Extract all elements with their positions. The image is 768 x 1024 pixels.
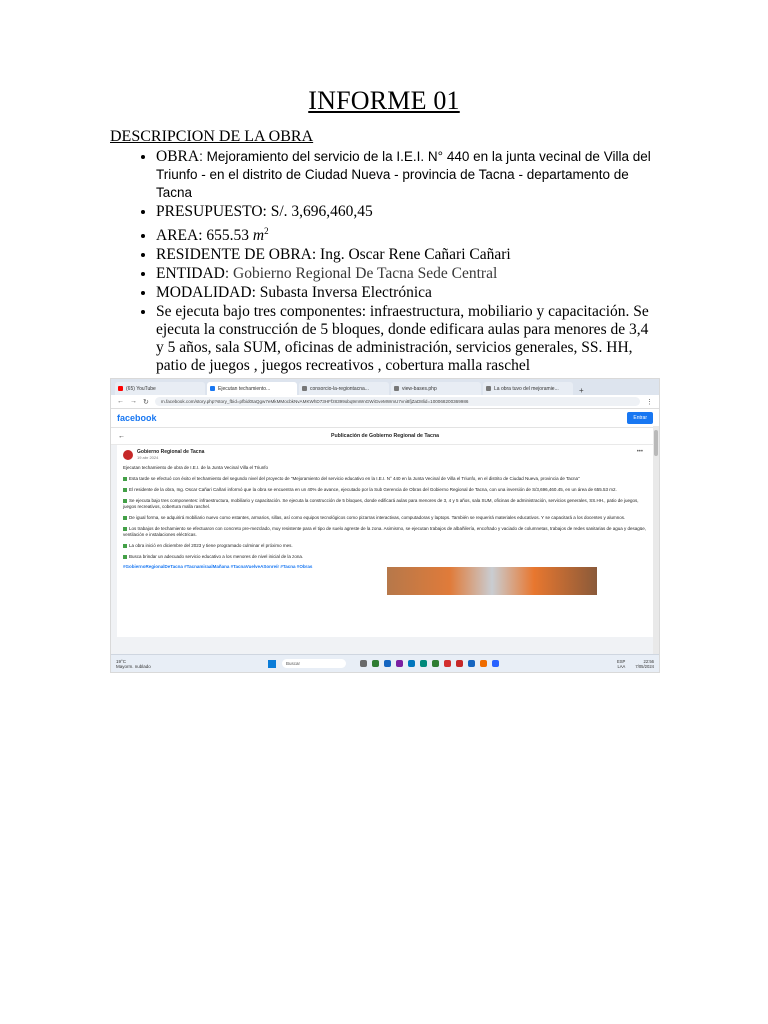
language-indicator[interactable]: ESP LAA (616, 658, 626, 669)
obra-label: OBRA (156, 148, 200, 165)
taskbar-app-icon[interactable] (432, 660, 439, 667)
list-item-residente (156, 246, 655, 264)
section-heading: DESCRIPCION DE LA OBRA (110, 128, 314, 145)
browser-tab[interactable]: La obra tuvo del mejoramie... (483, 382, 573, 395)
taskbar-app-icon[interactable] (360, 660, 367, 667)
taskbar-app-icon[interactable] (444, 660, 451, 667)
check-icon (123, 516, 127, 520)
obra-value: : Mejoramiento del servicio de la I.E.I. N° 440 en la junta vecinal de Villa del Triunfo - en el distrito de Ciudad Nueva - provincia de Tacna - departamento de Tacna (156, 149, 651, 200)
list-item-presupuesto (156, 203, 655, 221)
forward-arrow-icon[interactable]: → (130, 398, 137, 405)
list-item-modalidad (156, 284, 655, 302)
browser-tab-active[interactable]: Ejecutan techamiento... (207, 382, 297, 395)
clock[interactable]: 22:56 7/05/2024 (635, 658, 654, 669)
reload-icon[interactable]: ↻ (143, 398, 149, 406)
facebook-icon (210, 386, 215, 391)
modalidad-label: MODALIDAD (156, 284, 252, 302)
check-icon (123, 499, 127, 503)
system-tray (617, 659, 654, 669)
taskbar-apps (360, 660, 499, 667)
presupuesto-value: : S/. 3,696,460,45 (262, 203, 373, 220)
presupuesto-label: PRESUPUESTO (156, 203, 263, 220)
project-details-list (110, 148, 655, 376)
weather-desc: Mayorm. nublado (116, 663, 151, 669)
login-button[interactable]: Entrar (627, 412, 653, 424)
avatar[interactable] (123, 450, 133, 460)
check-icon (123, 527, 127, 531)
post-paragraph: Los trabajos de techamiento se efectuaron con concreto pre-mezclado, muy resistente para el tipo de suelo agreste de la zona. Asimismo, se ejecutan trabajos de albañilería, encofrado y vaciado de columnetas, trabajos de redes sanitarias de agua y desagüe, ventilación e instalaciones eléctricas. (123, 526, 647, 537)
modalidad-value: : Subasta Inversa Electrónica (251, 284, 432, 302)
taskbar-app-icon[interactable] (384, 660, 391, 667)
taskbar-app-icon[interactable] (396, 660, 403, 667)
list-item-obra (156, 148, 655, 202)
globe-icon (302, 386, 307, 391)
list-item-componentes (156, 303, 655, 375)
post-paragraph: De igual forma, se adquirirá mobiliario nuevo como estantes, armarios, sillas, así como equipos tecnológicos como pizarras interactivas, computadoras y laptops. También se requerirá materiales educativos. Y se capacitará a los docentes y alumnos. (123, 515, 647, 521)
check-icon (123, 544, 127, 548)
taskbar-app-icon[interactable] (420, 660, 427, 667)
back-arrow-icon[interactable]: ← (118, 432, 125, 440)
more-options-icon[interactable]: ••• (636, 449, 643, 455)
list-item-area (156, 222, 655, 245)
post-date: 19 abr 2024 (137, 455, 159, 460)
publication-header (111, 428, 659, 445)
scrollbar[interactable] (653, 426, 659, 654)
address-bar-row (111, 395, 659, 409)
url-field[interactable]: m.facebook.com/story.php?story_fbid=pfbid0taQgw7eMkMMocbkNvAMKWhD73HFfz8399obq9mWnGWiGveMWmU7vni8fjZaD8lid=100068200369986 (155, 397, 640, 406)
post-author (123, 449, 647, 460)
publication-title: Publicación de Gobierno Regional de Tacna (331, 433, 439, 439)
taskbar-app-icon[interactable] (480, 660, 487, 667)
taskbar-app-icon[interactable] (468, 660, 475, 667)
browser-tab-bar (111, 379, 659, 395)
windows-taskbar (111, 654, 659, 672)
check-icon (123, 555, 127, 559)
post-paragraph: El residente de la obra, Ing. Oscar Cañari Cañari informó que la obra se encuentra en un 40% de avance, ejecutado por la Sub Gerencia de Obras del Gobierno Regional de Tacna, con una inversión de S/3,696,460.45, en un área de 655.53 m2. (123, 487, 647, 493)
post-paragraph: Ejecutan techamiento de obra de I.E.I. de la Junta Vecinal Villa el Triunfo (123, 465, 269, 470)
facebook-header (111, 409, 659, 428)
list-item-entidad (156, 265, 655, 283)
entidad-value: : Gobierno Regional De Tacna Sede Central (224, 265, 498, 283)
browser-tab[interactable]: view-bases.php (391, 382, 481, 395)
menu-dots-icon[interactable]: ⋮ (646, 398, 653, 406)
weather-widget[interactable] (116, 659, 156, 669)
area-label: AREA (156, 227, 199, 245)
taskbar-app-icon[interactable] (456, 660, 463, 667)
post-paragraph: La obra inició en diciembre del 2023 y tiene programado culminar el próximo mes. (123, 543, 647, 549)
taskbar-app-icon[interactable] (492, 660, 499, 667)
componentes-text: Se ejecuta bajo tres componentes: infraestructura, mobiliario y capacitación. Se ejecuta la construcción de 5 bloques, donde edificara aulas para menores de 3,4 y 5 años, sala SUM, oficinas de administración, servicios generales, SS. HH, patio de juegos , juegos recreativos , cobertura malla raschel (156, 303, 649, 375)
facebook-post (117, 445, 653, 637)
post-photo[interactable] (387, 567, 597, 595)
back-arrow-icon[interactable]: ← (117, 398, 124, 405)
post-hashtags[interactable]: #GobiernoRegionalDeTacna #TacnamiraalMañana #TacnaVuelveASonreír #Tacna #Obras (123, 564, 313, 569)
area-value: : 655.53 (198, 227, 253, 245)
facebook-logo[interactable]: facebook (117, 413, 157, 423)
entidad-label: ENTIDAD (156, 265, 225, 283)
residente-value: : Ing. Oscar Rene Cañari Cañari (311, 246, 511, 264)
area-exponent: 2 (264, 226, 269, 236)
new-tab-button[interactable]: + (579, 386, 584, 395)
taskbar-app-icon[interactable] (408, 660, 415, 667)
youtube-icon (118, 386, 123, 391)
residente-label: RESIDENTE DE OBRA (156, 246, 312, 264)
author-name[interactable]: Gobierno Regional de Tacna (137, 449, 205, 455)
windows-start-icon[interactable] (268, 660, 276, 668)
taskbar-search[interactable]: Buscar (282, 659, 346, 668)
globe-icon (486, 386, 491, 391)
post-paragraph: Esta tarde se efectuó con éxito el techamiento del segundo nivel del proyecto de "Mejoramiento del servicio educativo en la I.E.I. N° 440 en la Junta Vecinal de Villa el Triunfo, en el distrito de Ciudad Nueva, provincia de Tacna" (123, 476, 647, 482)
post-paragraph: Se ejecuta bajo tres componentes: infraestructura, mobiliario y capacitación. Se ejecuta la construcción de 5 bloques, donde edificará aulas para menores de 3, 4 y 5 años, sala SUM, oficinas de administración, servicios generales, SS.HH., patio de juegos, juegos recreativos, cobertura malla raschel. (123, 498, 639, 509)
report-title: INFORME 01 (308, 86, 460, 115)
browser-tab[interactable]: consorcio-la-regiontacna... (299, 382, 389, 395)
globe-icon (394, 386, 399, 391)
scrollbar-thumb[interactable] (654, 430, 658, 456)
taskbar-app-icon[interactable] (372, 660, 379, 667)
facebook-screenshot (110, 378, 660, 673)
browser-tab[interactable]: (65) YouTube (115, 382, 205, 395)
weather-temp: 19°C (116, 658, 127, 664)
post-paragraph: Busca brindar un adecuado servicio educativo a los menores de nivel inicial de la zona. (123, 554, 647, 560)
check-icon (123, 477, 127, 481)
area-unit: m (252, 227, 265, 245)
check-icon (123, 488, 127, 492)
